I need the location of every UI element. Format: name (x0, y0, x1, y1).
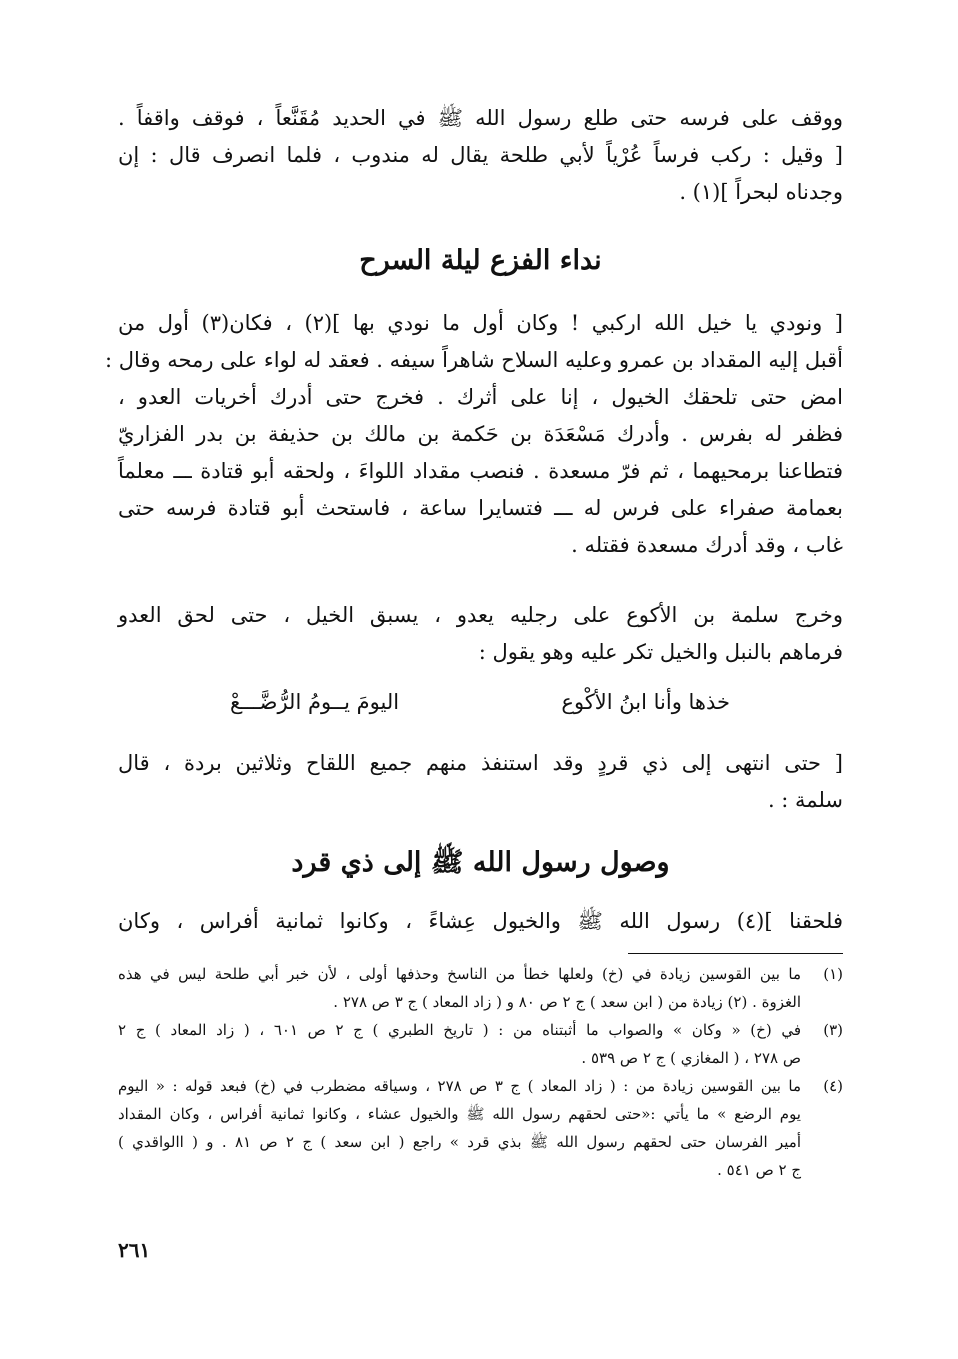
footnote-line: ما بين القوسين زيادة من : ( زاد المعاد ) ج ٣ ص ٢٧٨ ، وسياقه مضطرب في (خ) فبعد قوله : « اليوم (118, 1077, 802, 1095)
poetry-verse (230, 690, 730, 714)
verse-first-hemistich: خذها وأنا ابنُ الأكْوع (561, 690, 730, 714)
text-line: وجدناه لبحراً ](١) . (679, 180, 843, 204)
text-line: ووقف على فرسه حتى طلع رسول الله ﷺ في الحديد مُقَنَّعاً ، فوقف واقفاً . (118, 106, 843, 130)
paragraph-4 (118, 745, 843, 819)
text-line: فلحقنا ](٤) رسول الله ﷺ والخيول عِشاءً ، وكانوا ثمانية أفراس ، وكان (118, 909, 843, 933)
paragraph-2 (105, 305, 844, 564)
footnote-line: ما بين القوسين زيادة في (خ) ولعلها خطأ من الناسخ وحذفها أولى ، لأن خبر أبي طلحة ليس في هذه (118, 965, 801, 983)
footnote-line: ج ٢ ص ٥٤١ . (717, 1161, 801, 1179)
text-line: أقبل إليه المقداد بن عمرو وعليه السلاح شاهراً سيفه . فعقد له لواء على رمحه وقال : (105, 348, 843, 372)
verse-second-hemistich: اليومَ يــومُ الرُّضَّـــعْ (230, 690, 400, 714)
footnote-number: (٤) (823, 1077, 843, 1095)
footnote-line: ص ٢٧٨ ، ( المغازي ) ج ٢ ص ٥٣٩ . (581, 1049, 801, 1067)
text-line: غاب ، وقد أدرك مسعدة فقتله . (571, 533, 843, 557)
footnote-3 (118, 1016, 843, 1072)
page-number: ٢٦١ (118, 1238, 151, 1262)
text-line: [ حتى انتهى إلى ذي قردٍ وقد استنفذ منهم جميع اللقاح وثلاثين بردة ، قال (118, 751, 843, 775)
text-line: وخرج سلمة بن الأكوع على رجليه يعدو ، يسبق الخيل ، حتى لحق العدو (118, 603, 843, 627)
paragraph-1 (118, 100, 843, 211)
text-line: فظفر له بفرس . وأدرك مَسْعَدَة بن حَكمة بن مالك بن حذيفة بن بدر الفزاريّ (118, 422, 843, 446)
footnote-line: في (خ) « وكان » والصواب ما أثبتناه من : ( تاريخ الطبري ) ج ٢ ص ٦٠١ ، ( زاد المعاد ) ج ٢ (118, 1021, 802, 1039)
section-heading-night-alarm: نداء الفزع ليلة السرح (359, 245, 602, 276)
text-line: فرماهم بالنبل والخيل تكر عليه وهو يقول : (478, 640, 843, 664)
footnote-line: الغزوة . (٢) زيادة من ( ابن سعد ) ج ٢ ص ٨٠ و ( زاد المعاد ) ج ٣ ص ٢٧٨ . (333, 993, 801, 1011)
footnote-number: (١) (823, 965, 843, 983)
footnotes (118, 960, 843, 1184)
footnote-line: يوم الرضع » ما يأتي :«حتى لحقهم رسول الله ﷺ والخيول عشاء ، وكانوا ثمانية أفراس ، وكان المقداد (118, 1105, 801, 1123)
text-line: بعمامة صفراء على فرس له ـــ فتسايرا ساعة ، فاستحث أبو قتادة فرسه حتى (118, 496, 844, 520)
paragraph-3 (118, 597, 843, 671)
footnote-separator (628, 953, 843, 954)
footnote-number: (٣) (823, 1021, 843, 1039)
footnote-1 (118, 960, 843, 1016)
text-line: [ ونودي يا خيل الله اركبي ! وكان أول ما نودي بها ](٢) ، فكان(٣) أول من (118, 311, 843, 335)
paragraph-5 (118, 903, 843, 940)
section-heading-arrival: وصول رسول الله ﷺ إلى ذي قرد (291, 847, 670, 878)
text-line: [ وقيل : ركب فرساً عُرْياً لأبي طلحة يقال له مندوب ، فلما انصرف قال : إن (118, 143, 843, 167)
footnote-line: أمير الفرسان حتى لحقهم رسول الله ﷺ بذي قرد » راجع ( ابن سعد ) ج ٢ ص ٨١ . و ( االواقدي ) (118, 1133, 802, 1151)
text-line: امض حتى تلحقك الخيول ، إنا على أثرك . فخرج حتى أدرك أخريات العدو ، (118, 385, 843, 409)
text-line: فتطاعنا برمحيهما ، ثم فرّ مسعدة . فنصب مقداد اللواءَ ، ولحقه أبو قتادة ـــ معلماً (118, 459, 843, 483)
text-line: سلمة : . (767, 788, 843, 812)
footnote-4 (118, 1072, 843, 1184)
